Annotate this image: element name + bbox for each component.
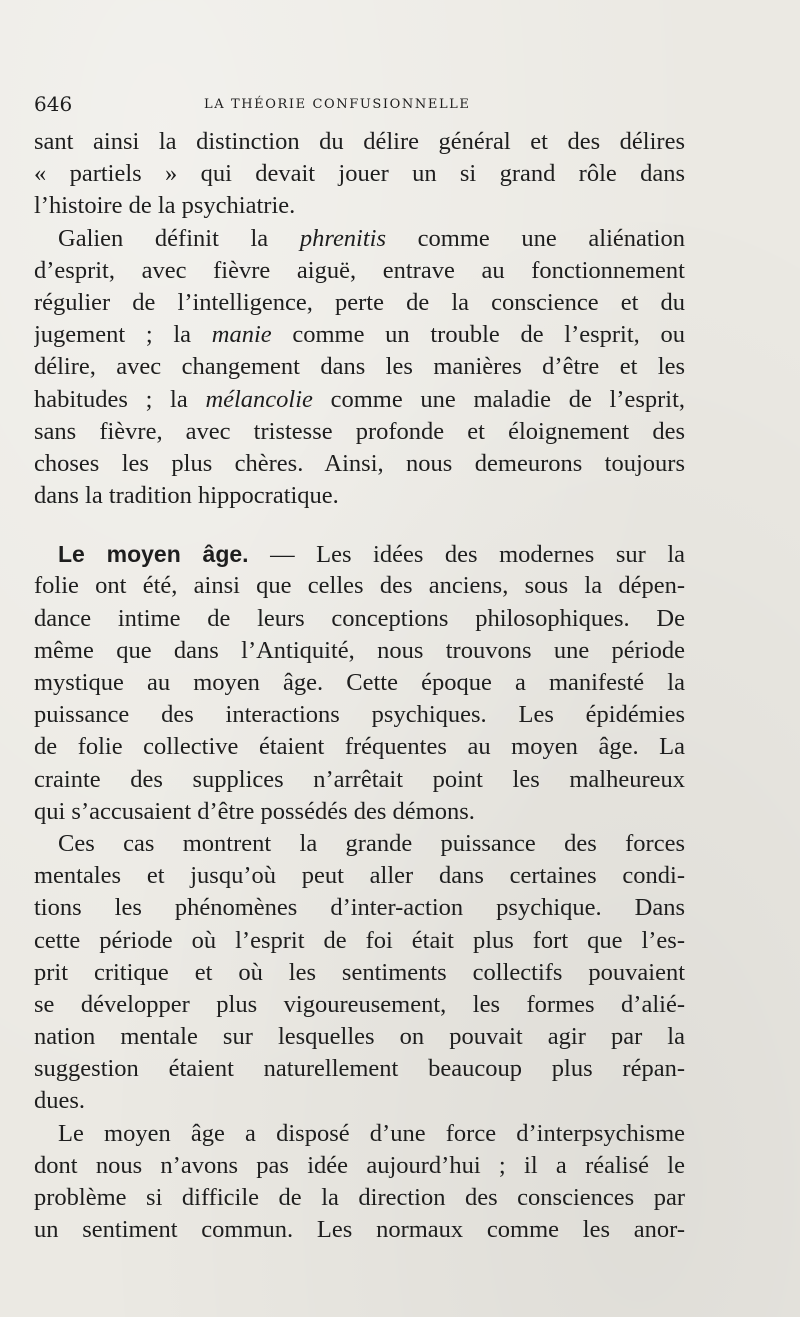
text-line: suggestion étaient naturellement beaucoup plus répan- [34,1055,685,1083]
italic-term: phrenitis [299,224,387,252]
text-line: même que dans l’Antiquité, nous trouvons une période [34,636,685,664]
text-line: d’esprit, avec fièvre aiguë, entrave au fonctionnement [34,256,685,284]
text-line: folie ont été, ainsi que celles des anciens, sous la dépen- [34,572,685,600]
text-line: Ces cas montrent la grande puissance des forces [58,829,685,857]
text-line: cette période où l’esprit de foi était plus fort que l’es- [34,926,685,954]
text-line: problème si difficile de la direction des consciences par [34,1184,685,1211]
page-number: 646 [34,92,73,116]
paragraph-gap [34,512,685,538]
section-heading: Le moyen âge. [58,541,249,568]
text-line: dance intime de leurs conceptions philosophiques. De [34,604,685,632]
text-run: habitudes ; la [34,385,188,413]
text-line: prit critique et où les sentiments collectifs pouvaient [34,958,685,986]
text-line: l’histoire de la psychiatrie. [34,192,296,220]
paragraph [34,223,685,513]
text-run: comme un trouble de l’esprit, ou [292,321,685,349]
body-text [34,126,685,1246]
text-line: sant ainsi la distinction du délire général et des délires [34,128,685,155]
italic-term: mélancolie [205,385,313,413]
text-run: comme une aliénation [417,224,685,252]
paragraph [34,828,685,1118]
running-head [34,92,684,116]
text-line: sans fièvre, avec tristesse profonde et éloignement des [34,417,685,445]
text-line: nation mentale sur lesquelles on pouvait agir par la [34,1023,685,1051]
text-run: — Les idées des modernes sur la [270,541,685,569]
text-line: dues. [34,1087,86,1115]
text-line [34,384,685,416]
text-line: délire, avec changement dans les manières d’être et les [34,353,685,381]
text-line [34,223,685,255]
text-line: régulier de l’intelligence, perte de la conscience et du [34,288,685,316]
text-run: comme une maladie de l’esprit, [330,385,685,413]
text-line: se développer plus vigoureusement, les formes d’alié- [34,990,685,1018]
text-line [34,319,685,351]
text-line: de folie collective étaient fréquentes au moyen âge. La [34,733,685,761]
text-line: tions les phénomènes d’inter-action psychique. Dans [34,894,685,922]
text-line: dont nous n’avons pas idée aujourd’hui ; il a réalisé le [34,1151,685,1179]
text-line: puissance des interactions psychiques. Les épidémies [34,701,685,729]
text-line [34,538,685,570]
text-line: Le moyen âge a disposé d’une force d’interpsychisme [58,1119,685,1147]
text-run: Galien définit la [58,224,269,252]
text-line: mystique au moyen âge. Cette époque a manifesté la [34,669,685,696]
text-line: choses les plus chères. Ainsi, nous demeurons toujours [34,449,685,477]
text-line: mentales et jusqu’où peut aller dans certaines condi- [34,862,685,890]
text-line: « partiels » qui devait jouer un si grand rôle dans [34,160,685,188]
text-line: qui s’accusaient d’être possédés des démons. [34,797,475,825]
running-title: LA THÉORIE CONFUSIONNELLE [204,97,471,112]
paragraph [34,538,685,828]
italic-term: manie [211,321,272,349]
text-line: dans la tradition hippocratique. [34,482,339,510]
text-line: crainte des supplices n’arrêtait point les malheureux [34,765,685,793]
paragraph [34,126,685,223]
paragraph [34,1118,685,1247]
text-run: jugement ; la [34,321,192,349]
text-line: un sentiment commun. Les normaux comme les anor- [34,1216,685,1244]
